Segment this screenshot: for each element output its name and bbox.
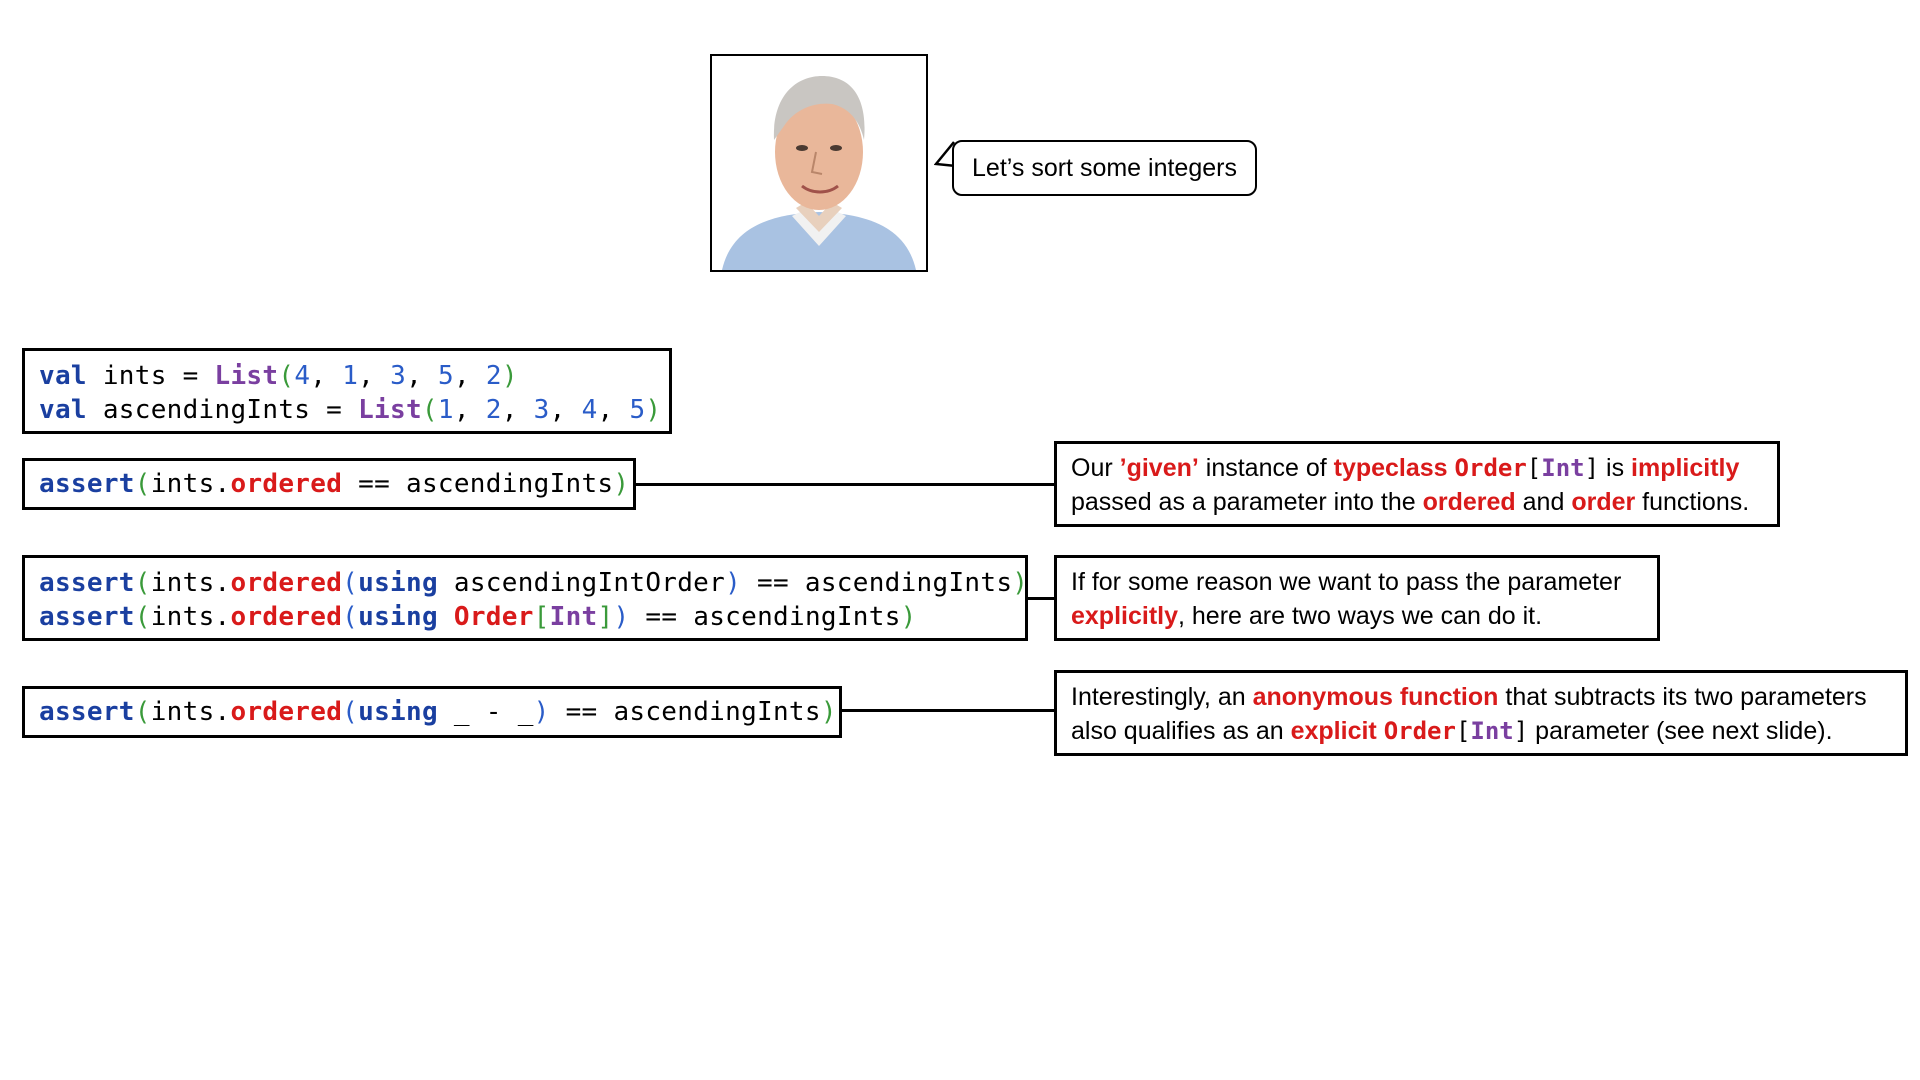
code-line-explicit-summon: assert(ints.ordered(using Order[Int]) == ascendingInts) [39, 602, 917, 632]
speech-bubble-text: Let’s sort some integers [972, 153, 1237, 182]
code-line-anonymous: assert(ints.ordered(using _ - _) == ascendingInts) [39, 697, 837, 727]
connector-line-implicit [636, 483, 1054, 486]
note-implicit-given: Our ’given’ instance of typeclass Order[Int] is implicitly passed as a parameter into the ordered and order functions. [1054, 441, 1780, 527]
code-line-ints: val ints = List(4, 1, 3, 5, 2) [39, 361, 518, 391]
speech-bubble [952, 140, 1257, 196]
connector-line-explicit [1028, 597, 1054, 600]
code-block-explicit-asserts [22, 555, 1028, 641]
code-line-explicit-named: assert(ints.ordered(using ascendingIntOrder) == ascendingInts) [39, 568, 1029, 598]
code-block-anonymous-assert [22, 686, 842, 738]
note-anonymous-function: Interestingly, an anonymous function that subtracts its two parameters also qualifies as an explicit Order[Int] parameter (see next slide). [1054, 670, 1908, 756]
connector-line-anonymous [842, 709, 1054, 712]
code-line-ascending-ints: val ascendingInts = List(1, 2, 3, 4, 5) [39, 395, 662, 425]
code-block-list-definitions [22, 348, 672, 434]
code-line-implicit: assert(ints.ordered == ascendingInts) [39, 469, 630, 499]
note-explicit-ways: If for some reason we want to pass the parameter explicitly, here are two ways we can do it. [1054, 555, 1660, 641]
presenter-illustration [712, 56, 926, 270]
code-block-implicit-assert [22, 458, 636, 510]
presenter-photo [710, 54, 928, 272]
